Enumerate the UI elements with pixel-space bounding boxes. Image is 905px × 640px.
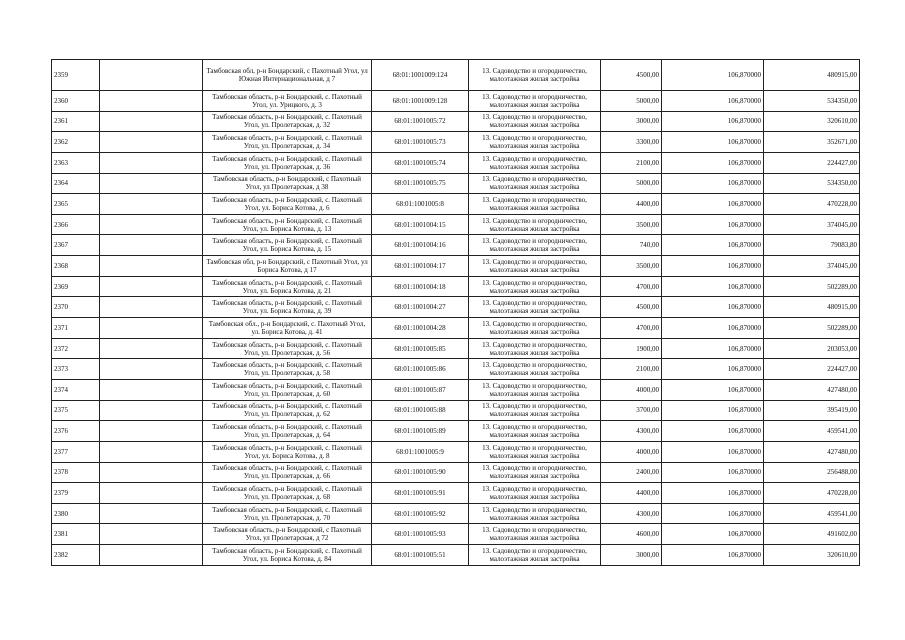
specific-value-cell: 106,870000 (662, 297, 764, 318)
land-use-cell: 13. Садоводство и огородничество, малоэтажная жилая застройка (469, 503, 601, 524)
area-cell: 1900,00 (601, 338, 662, 359)
table-row (52, 132, 860, 153)
land-use-cell: 13. Садоводство и огородничество, малоэтажная жилая застройка (469, 152, 601, 173)
address-cell: Тамбовская область, р-н Бондарский, с. Пахотный Угол, ул. Пролетарская, д. 64 (203, 421, 372, 442)
cadastral-number-cell: 68:01:1001004:28 (372, 318, 469, 339)
specific-value-cell: 106,870000 (662, 318, 764, 339)
table-row (52, 173, 860, 194)
cadastral-number-cell: 68:01:1001005:75 (372, 173, 469, 194)
land-use-cell: 13. Садоводство и огородничество, малоэтажная жилая застройка (469, 173, 601, 194)
table-row (52, 318, 860, 339)
area-cell: 5000,00 (601, 91, 662, 112)
row-number: 2370 (52, 297, 100, 318)
cadastral-number-cell: 68:01:1001004:27 (372, 297, 469, 318)
area-cell: 2100,00 (601, 359, 662, 380)
row-number: 2365 (52, 194, 100, 215)
cadastral-value-cell: 502289,00 (764, 318, 860, 339)
table-row (52, 152, 860, 173)
cadastral-number-cell: 68:01:1001005:8 (372, 194, 469, 215)
address-cell: Тамбовская область, р-н Бондарский, с. Пахотный Угол, ул. Пролетарская, д. 66 (203, 462, 372, 483)
spacer-cell (100, 194, 203, 215)
row-number: 2361 (52, 111, 100, 132)
area-cell: 3500,00 (601, 256, 662, 277)
specific-value-cell: 106,870000 (662, 441, 764, 462)
land-use-cell: 13. Садоводство и огородничество, малоэтажная жилая застройка (469, 545, 601, 566)
cadastral-value-cell: 374045,00 (764, 214, 860, 235)
cadastral-number-cell: 68:01:1001005:92 (372, 503, 469, 524)
cadastral-value-cell: 427480,00 (764, 441, 860, 462)
table-row (52, 421, 860, 442)
cadastral-value-cell: 459541,00 (764, 503, 860, 524)
area-cell: 4700,00 (601, 276, 662, 297)
row-number: 2368 (52, 256, 100, 277)
spacer-cell (100, 524, 203, 545)
area-cell: 3300,00 (601, 132, 662, 153)
cadastral-value-cell: 470228,00 (764, 194, 860, 215)
address-cell: Тамбовская область, р-н Бондарский, с. Пахотный Угол, ул. Урицкого, д. 3 (203, 91, 372, 112)
row-number: 2373 (52, 359, 100, 380)
cadastral-value-cell: 427480,00 (764, 379, 860, 400)
specific-value-cell: 106,870000 (662, 338, 764, 359)
spacer-cell (100, 441, 203, 462)
table-row (52, 338, 860, 359)
area-cell: 4400,00 (601, 483, 662, 504)
area-cell: 4000,00 (601, 379, 662, 400)
area-cell: 3000,00 (601, 545, 662, 566)
specific-value-cell: 106,870000 (662, 421, 764, 442)
spacer-cell (100, 256, 203, 277)
table-row (52, 545, 860, 566)
spacer-cell (100, 235, 203, 256)
row-number: 2367 (52, 235, 100, 256)
area-cell: 4300,00 (601, 421, 662, 442)
row-number: 2380 (52, 503, 100, 524)
area-cell: 2400,00 (601, 462, 662, 483)
row-number: 2374 (52, 379, 100, 400)
cadastral-value-cell: 395419,00 (764, 400, 860, 421)
address-cell: Тамбовская область, р-н Бондарский, с Пахотный Угол, ул Пролетарская, д 72 (203, 524, 372, 545)
specific-value-cell: 106,870000 (662, 235, 764, 256)
cadastral-number-cell: 68:01:1001005:87 (372, 379, 469, 400)
row-number: 2359 (52, 60, 100, 91)
cadastral-number-cell: 68:01:1001005:86 (372, 359, 469, 380)
table-row (52, 400, 860, 421)
address-cell: Тамбовская область, р-н Бондарский, с. Пахотный Угол, ул. Бориса Котова, д. 13 (203, 214, 372, 235)
cadastral-number-cell: 68:01:1001004:17 (372, 256, 469, 277)
land-use-cell: 13. Садоводство и огородничество, малоэтажная жилая застройка (469, 400, 601, 421)
specific-value-cell: 106,870000 (662, 359, 764, 380)
spacer-cell (100, 400, 203, 421)
address-cell: Тамбовская область, р-н Бондарский, с. Пахотный Угол, ул. Пролетарская, д. 68 (203, 483, 372, 504)
row-number: 2360 (52, 91, 100, 112)
land-use-cell: 13. Садоводство и огородничество, малоэтажная жилая застройка (469, 132, 601, 153)
cadastral-number-cell: 68:01:1001005:51 (372, 545, 469, 566)
cadastral-value-cell: 374045,00 (764, 256, 860, 277)
address-cell: Тамбовская обл, р-н Бондарский, с Пахотный Угол, ул Южная Интернациональная, д 7 (203, 60, 372, 91)
area-cell: 2100,00 (601, 152, 662, 173)
spacer-cell (100, 503, 203, 524)
address-cell: Тамбовская область, р-н Бондарский, с. Пахотный Угол, ул. Пролетарская, д. 70 (203, 503, 372, 524)
table-row (52, 503, 860, 524)
cadastral-value-cell: 224427,00 (764, 152, 860, 173)
address-cell: Тамбовская область, р-н Бондарский, с. Пахотный Угол, ул. Пролетарская, д. 36 (203, 152, 372, 173)
cadastral-number-cell: 68:01:1001005:93 (372, 524, 469, 545)
spacer-cell (100, 91, 203, 112)
cadastral-value-cell: 320610,00 (764, 111, 860, 132)
area-cell: 740,00 (601, 235, 662, 256)
specific-value-cell: 106,870000 (662, 524, 764, 545)
land-use-cell: 13. Садоводство и огородничество, малоэтажная жилая застройка (469, 111, 601, 132)
land-use-cell: 13. Садоводство и огородничество, малоэтажная жилая застройка (469, 256, 601, 277)
table-row (52, 276, 860, 297)
area-cell: 4000,00 (601, 441, 662, 462)
cadastral-value-cell: 502289,00 (764, 276, 860, 297)
table-row (52, 194, 860, 215)
table-row (52, 256, 860, 277)
row-number: 2369 (52, 276, 100, 297)
table-row (52, 214, 860, 235)
address-cell: Тамбовская область, р-н Бондарский, с. Пахотный Угол, ул. Бориса Котова, д. 39 (203, 297, 372, 318)
land-use-cell: 13. Садоводство и огородничество, малоэтажная жилая застройка (469, 483, 601, 504)
cadastral-number-cell: 68:01:1001005:73 (372, 132, 469, 153)
table-row (52, 441, 860, 462)
land-use-cell: 13. Садоводство и огородничество, малоэтажная жилая застройка (469, 318, 601, 339)
area-cell: 3500,00 (601, 214, 662, 235)
address-cell: Тамбовская область, р-н Бондарский, с. Пахотный Угол, ул. Пролетарская, д. 34 (203, 132, 372, 153)
cadastral-number-cell: 68:01:1001005:89 (372, 421, 469, 442)
table-row (52, 524, 860, 545)
address-cell: Тамбовская область, р-н Бондарский, с Пахотный Угол, ул Пролетарская, д 38 (203, 173, 372, 194)
cadastral-value-cell: 480915,00 (764, 297, 860, 318)
row-number: 2371 (52, 318, 100, 339)
specific-value-cell: 106,870000 (662, 173, 764, 194)
area-cell: 5000,00 (601, 173, 662, 194)
table-body (52, 60, 860, 566)
specific-value-cell: 106,870000 (662, 483, 764, 504)
cadastral-value-cell: 79083,80 (764, 235, 860, 256)
cadastral-value-cell: 256488,00 (764, 462, 860, 483)
table-row (52, 91, 860, 112)
specific-value-cell: 106,870000 (662, 152, 764, 173)
table-row (52, 462, 860, 483)
spacer-cell (100, 421, 203, 442)
specific-value-cell: 106,870000 (662, 503, 764, 524)
cadastral-value-cell: 224427,00 (764, 359, 860, 380)
address-cell: Тамбовская область, р-н Бондарский, с. Пахотный Угол, ул. Пролетарская, д. 56 (203, 338, 372, 359)
address-cell: Тамбовская область, р-н Бондарский, с. Пахотный Угол, ул. Пролетарская, д. 62 (203, 400, 372, 421)
cadastral-value-cell: 320610,00 (764, 545, 860, 566)
land-use-cell: 13. Садоводство и огородничество, малоэтажная жилая застройка (469, 297, 601, 318)
specific-value-cell: 106,870000 (662, 462, 764, 483)
address-cell: Тамбовская область, р-н Бондарский, с. Пахотный Угол, ул. Бориса Котова, д. 21 (203, 276, 372, 297)
land-use-cell: 13. Садоводство и огородничество, малоэтажная жилая застройка (469, 91, 601, 112)
area-cell: 3700,00 (601, 400, 662, 421)
address-cell: Тамбовская область, р-н Бондарский, с. Пахотный Угол, ул. Бориса Котова, д. 15 (203, 235, 372, 256)
spacer-cell (100, 297, 203, 318)
row-number: 2381 (52, 524, 100, 545)
cadastral-number-cell: 68:01:1001004:18 (372, 276, 469, 297)
row-number: 2366 (52, 214, 100, 235)
land-use-cell: 13. Садоводство и огородничество, малоэтажная жилая застройка (469, 441, 601, 462)
specific-value-cell: 106,870000 (662, 194, 764, 215)
cadastral-value-cell: 203053,00 (764, 338, 860, 359)
cadastral-number-cell: 68:01:1001005:85 (372, 338, 469, 359)
area-cell: 4500,00 (601, 60, 662, 91)
specific-value-cell: 106,870000 (662, 276, 764, 297)
specific-value-cell: 106,870000 (662, 545, 764, 566)
area-cell: 4500,00 (601, 297, 662, 318)
cadastral-value-cell: 352671,00 (764, 132, 860, 153)
land-use-cell: 13. Садоводство и огородничество, малоэтажная жилая застройка (469, 421, 601, 442)
cadastral-number-cell: 68:01:1001005:9 (372, 441, 469, 462)
row-number: 2378 (52, 462, 100, 483)
address-cell: Тамбовская область, р-н Бондарский, с. Пахотный Угол, ул. Пролетарская, д. 58 (203, 359, 372, 380)
area-cell: 4700,00 (601, 318, 662, 339)
specific-value-cell: 106,870000 (662, 379, 764, 400)
spacer-cell (100, 173, 203, 194)
cadastral-value-cell: 534350,00 (764, 91, 860, 112)
spacer-cell (100, 338, 203, 359)
land-use-cell: 13. Садоводство и огородничество, малоэтажная жилая застройка (469, 379, 601, 400)
land-use-cell: 13. Садоводство и огородничество, малоэтажная жилая застройка (469, 359, 601, 380)
spacer-cell (100, 318, 203, 339)
land-use-cell: 13. Садоводство и огородничество, малоэтажная жилая застройка (469, 60, 601, 91)
spacer-cell (100, 462, 203, 483)
cadastral-number-cell: 68:01:1001005:88 (372, 400, 469, 421)
table-row (52, 379, 860, 400)
row-number: 2379 (52, 483, 100, 504)
table-row (52, 359, 860, 380)
land-use-cell: 13. Садоводство и огородничество, малоэтажная жилая застройка (469, 276, 601, 297)
spacer-cell (100, 214, 203, 235)
address-cell: Тамбовская область, р-н Бондарский, с. Пахотный Угол, ул. Бориса Котова, д. 84 (203, 545, 372, 566)
specific-value-cell: 106,870000 (662, 400, 764, 421)
specific-value-cell: 106,870000 (662, 91, 764, 112)
land-use-cell: 13. Садоводство и огородничество, малоэтажная жилая застройка (469, 524, 601, 545)
address-cell: Тамбовская область, р-н Бондарский, с. Пахотный Угол, ул. Пролетарская, д. 60 (203, 379, 372, 400)
area-cell: 4600,00 (601, 524, 662, 545)
address-cell: Тамбовская область, р-н Бондарский, с. Пахотный Угол, ул. Пролетарская, д. 32 (203, 111, 372, 132)
address-cell: Тамбовская область, р-н Бондарский, с. Пахотный Угол, ул. Бориса Котова, д. 6 (203, 194, 372, 215)
table-row (52, 111, 860, 132)
row-number: 2363 (52, 152, 100, 173)
cadastral-value-cell: 459541,00 (764, 421, 860, 442)
specific-value-cell: 106,870000 (662, 214, 764, 235)
specific-value-cell: 106,870000 (662, 132, 764, 153)
area-cell: 4400,00 (601, 194, 662, 215)
cadastral-value-table (51, 59, 860, 566)
spacer-cell (100, 483, 203, 504)
area-cell: 3000,00 (601, 111, 662, 132)
cadastral-number-cell: 68:01:1001009:128 (372, 91, 469, 112)
cadastral-value-cell: 491602,00 (764, 524, 860, 545)
spacer-cell (100, 545, 203, 566)
address-cell: Тамбовская обл, р-н Бондарский, с Пахотный Угол, ул Бориса Котова, д 17 (203, 256, 372, 277)
row-number: 2376 (52, 421, 100, 442)
row-number: 2375 (52, 400, 100, 421)
cadastral-number-cell: 68:01:1001005:72 (372, 111, 469, 132)
land-use-cell: 13. Садоводство и огородничество, малоэтажная жилая застройка (469, 194, 601, 215)
cadastral-number-cell: 68:01:1001005:74 (372, 152, 469, 173)
spacer-cell (100, 359, 203, 380)
land-use-cell: 13. Садоводство и огородничество, малоэтажная жилая застройка (469, 235, 601, 256)
row-number: 2364 (52, 173, 100, 194)
row-number: 2382 (52, 545, 100, 566)
table-row (52, 235, 860, 256)
spacer-cell (100, 276, 203, 297)
cadastral-number-cell: 68:01:1001005:90 (372, 462, 469, 483)
spacer-cell (100, 60, 203, 91)
row-number: 2362 (52, 132, 100, 153)
table-row (52, 60, 860, 91)
spacer-cell (100, 132, 203, 153)
area-cell: 4300,00 (601, 503, 662, 524)
cadastral-value-cell: 470228,00 (764, 483, 860, 504)
cadastral-number-cell: 68:01:1001004:15 (372, 214, 469, 235)
cadastral-number-cell: 68:01:1001004:16 (372, 235, 469, 256)
land-use-cell: 13. Садоводство и огородничество, малоэтажная жилая застройка (469, 214, 601, 235)
cadastral-number-cell: 68:01:1001005:91 (372, 483, 469, 504)
spacer-cell (100, 379, 203, 400)
land-use-cell: 13. Садоводство и огородничество, малоэтажная жилая застройка (469, 462, 601, 483)
table-row (52, 297, 860, 318)
row-number: 2377 (52, 441, 100, 462)
cadastral-value-cell: 480915,00 (764, 60, 860, 91)
table-row (52, 483, 860, 504)
land-use-cell: 13. Садоводство и огородничество, малоэтажная жилая застройка (469, 338, 601, 359)
cadastral-value-cell: 534350,00 (764, 173, 860, 194)
specific-value-cell: 106,870000 (662, 60, 764, 91)
specific-value-cell: 106,870000 (662, 256, 764, 277)
spacer-cell (100, 152, 203, 173)
specific-value-cell: 106,870000 (662, 111, 764, 132)
row-number: 2372 (52, 338, 100, 359)
address-cell: Тамбовская область, р-н Бондарский, с. Пахотный Угол, ул. Бориса Котова, д. 8 (203, 441, 372, 462)
address-cell: Тамбовская обл., р-н Бондарский, с. Пахотный Угол, ул. Бориса Котова, д. 41 (203, 318, 372, 339)
spacer-cell (100, 111, 203, 132)
cadastral-number-cell: 68:01:1001009:124 (372, 60, 469, 91)
